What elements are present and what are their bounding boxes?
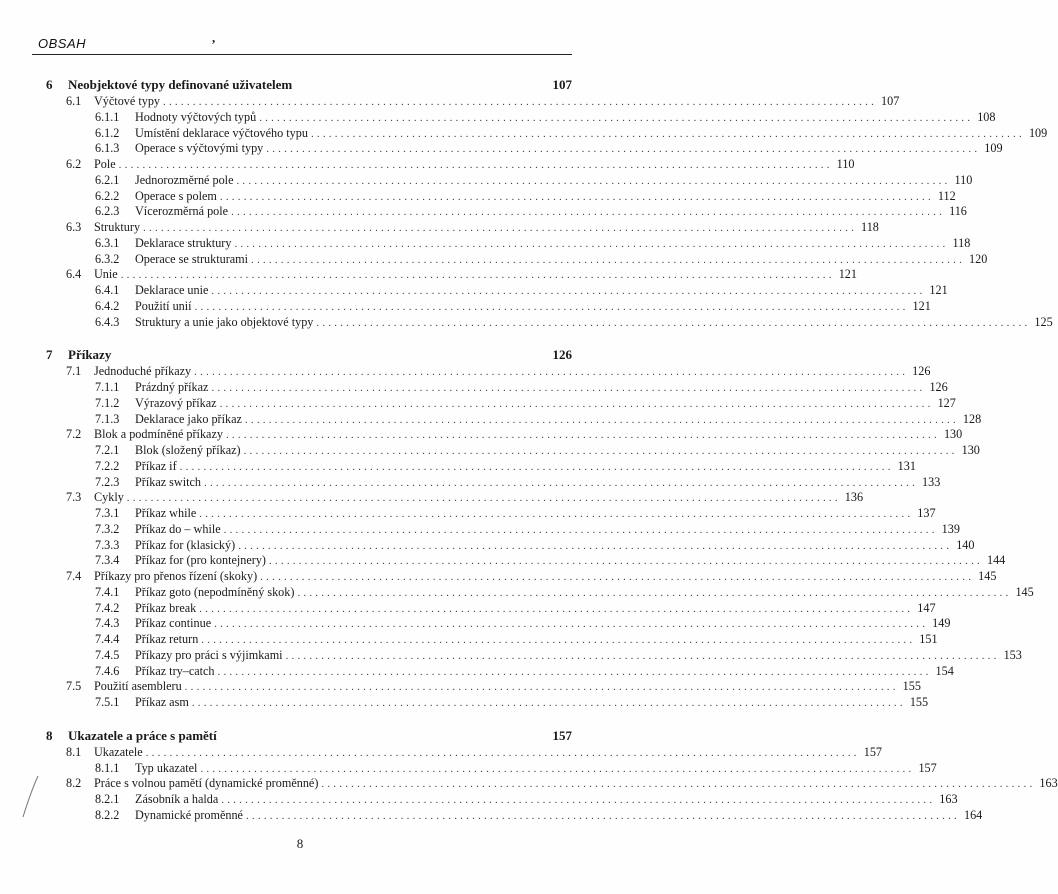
toc-entry-number: 7.2 bbox=[66, 427, 82, 442]
toc-entry-number: 7.5.1 bbox=[95, 695, 120, 709]
toc-entry-8-2-2 bbox=[95, 807, 983, 823]
dot-leader: ........................................................................................................................ bbox=[194, 366, 909, 379]
toc-entry-title: Příkaz for (pro kontejnery) bbox=[135, 553, 266, 568]
toc-entry-page: 155 bbox=[909, 695, 929, 709]
dot-leader: ........................................................................................................................ bbox=[297, 586, 1012, 599]
dot-leader: ........................................................................................................................ bbox=[268, 555, 983, 568]
toc-entry-title: Dynamické proměnné bbox=[135, 807, 243, 822]
dot-leader: ........................................................................................................................ bbox=[200, 762, 915, 775]
dot-leader: ........................................................................................................................ bbox=[221, 794, 936, 806]
dot-leader: ........................................................................................................................ bbox=[204, 476, 919, 489]
toc-entry-7-5 bbox=[66, 679, 921, 694]
toc-entry-page: 121 bbox=[929, 283, 948, 297]
toc-entry-number: 7.3.2 bbox=[95, 521, 120, 536]
toc-entry-number: 7 bbox=[46, 347, 53, 363]
toc-entry-title: Deklarace unie bbox=[135, 283, 209, 297]
toc-entry-page: 121 bbox=[912, 298, 931, 313]
dot-leader: ........................................................................................................................ bbox=[260, 571, 975, 583]
toc-entry-7-4-2 bbox=[95, 600, 936, 616]
toc-entry-title: Příkazy bbox=[68, 347, 112, 363]
toc-entry-8 bbox=[46, 728, 572, 743]
toc-entry-title: Příkaz if bbox=[135, 458, 177, 473]
toc-entry-7-1-2 bbox=[95, 395, 956, 411]
toc-entry-number: 7.4.4 bbox=[95, 632, 120, 646]
toc-entry-title: Prázdný příkaz bbox=[135, 380, 209, 394]
toc-entry-6-4 bbox=[66, 267, 857, 282]
toc-entry-7-1-1 bbox=[95, 380, 948, 395]
dot-leader: ........................................................................................................................ bbox=[211, 382, 926, 394]
toc-entry-page: 154 bbox=[935, 663, 954, 678]
dot-leader: ........................................................................................................................ bbox=[245, 809, 960, 822]
toc-entry-8-2 bbox=[66, 776, 1058, 791]
toc-entry-7-4 bbox=[66, 569, 997, 584]
toc-entry-7-2 bbox=[66, 427, 963, 442]
toc-entry-number: 7.1.3 bbox=[95, 411, 120, 426]
dot-leader: ........................................................................................................................ bbox=[120, 269, 835, 282]
toc-entry-page: 140 bbox=[956, 537, 975, 552]
toc-entry-number: 6.3 bbox=[66, 220, 82, 234]
toc-entry-6-1-3 bbox=[95, 141, 1003, 156]
toc-entry-title: Unie bbox=[94, 267, 118, 282]
toc-entry-page: 131 bbox=[897, 458, 916, 473]
toc-entry-number: 7.5 bbox=[66, 679, 82, 694]
toc-entry-title: Příkaz asm bbox=[135, 695, 189, 709]
toc-entry-7-1 bbox=[66, 364, 931, 379]
toc-entry-page: 127 bbox=[937, 395, 956, 410]
toc-entry-number: 7.4.1 bbox=[95, 584, 120, 599]
toc-entry-8-1 bbox=[66, 744, 882, 760]
toc-entry-number: 6.1.2 bbox=[95, 125, 120, 140]
dot-leader: ........................................................................................................................ bbox=[179, 460, 894, 473]
dot-leader: ........................................................................................................................ bbox=[266, 143, 981, 156]
toc-entry-number: 6.2.3 bbox=[95, 204, 120, 219]
toc-entry-title: Příkaz goto (nepodmíněný skok) bbox=[135, 584, 295, 599]
dot-leader: ........................................................................................................................ bbox=[126, 492, 841, 505]
toc-entry-title: Příkaz while bbox=[135, 506, 197, 520]
toc-entry-6-4-2 bbox=[95, 298, 931, 314]
toc-entry-title: Operace se strukturami bbox=[135, 251, 249, 266]
toc-entry-title: Příkaz try–catch bbox=[135, 663, 215, 678]
running-head: OBSAH bbox=[38, 36, 87, 51]
toc-entry-number: 6.4.3 bbox=[95, 314, 120, 329]
toc-entry-7-5-1 bbox=[95, 695, 929, 710]
toc-entry-page: 133 bbox=[922, 474, 941, 489]
toc-entry-number: 7.4.2 bbox=[95, 600, 120, 615]
toc-entry-6-4-1 bbox=[95, 283, 948, 298]
toc-entry-6-2 bbox=[66, 157, 855, 172]
toc-entry-page: 126 bbox=[929, 380, 948, 394]
toc-entry-page: 112 bbox=[937, 188, 956, 203]
toc-entry-7-4-6 bbox=[95, 663, 954, 679]
dot-leader: ........................................................................................................................ bbox=[243, 445, 958, 457]
toc-entry-page: 109 bbox=[1028, 125, 1048, 140]
toc-entry-title: Deklarace struktury bbox=[135, 235, 232, 250]
toc-entry-title: Práce s volnou pamětí (dynamické proměnné) bbox=[94, 776, 319, 791]
toc-entry-number: 7.4 bbox=[66, 569, 82, 583]
toc-entry-7-4-3 bbox=[95, 616, 951, 631]
toc-entry-title: Struktury bbox=[94, 220, 141, 234]
dot-leader: ........................................................................................................................ bbox=[194, 300, 909, 313]
toc-entry-6 bbox=[46, 77, 572, 92]
dot-leader: ........................................................................................................................ bbox=[201, 634, 916, 646]
toc-entry-7-4-5 bbox=[95, 647, 1022, 663]
toc-entry-number: 6.1 bbox=[66, 94, 82, 108]
toc-entry-page: 118 bbox=[861, 220, 879, 234]
toc-entry-6-1-2 bbox=[95, 125, 1048, 141]
toc-entry-7-4-1 bbox=[95, 584, 1034, 600]
toc-entry-page: 164 bbox=[963, 807, 983, 822]
dot-leader: ........................................................................................................................ bbox=[231, 206, 946, 219]
dot-leader: ........................................................................................................................ bbox=[219, 190, 934, 203]
toc-entry-title: Použití asembleru bbox=[94, 679, 182, 694]
toc-entry-page: 163 bbox=[939, 792, 958, 806]
toc-entry-page: 136 bbox=[844, 490, 864, 505]
toc-entry-page: 137 bbox=[917, 506, 936, 520]
toc-entry-number: 6.1.1 bbox=[95, 109, 120, 124]
toc-entry-6-1-1 bbox=[95, 109, 996, 125]
toc-entry-title: Použití unií bbox=[135, 298, 192, 313]
toc-entry-page: 125 bbox=[1034, 314, 1053, 329]
toc-entry-page: 145 bbox=[1015, 584, 1034, 599]
dot-leader: ........................................................................................................................ bbox=[285, 649, 1000, 662]
toc-entry-6-2-3 bbox=[95, 204, 967, 219]
toc-entry-number: 6.4 bbox=[66, 267, 82, 282]
toc-entry-number: 7.1.1 bbox=[95, 380, 120, 394]
toc-entry-title: Hodnoty výčtových typů bbox=[135, 109, 257, 124]
toc-entry-8-2-1 bbox=[95, 792, 958, 807]
dot-leader: ........................................................................................................................ bbox=[244, 413, 959, 426]
toc-entry-number: 8.2.1 bbox=[95, 792, 120, 806]
toc-entry-title: Příkaz break bbox=[135, 600, 197, 615]
toc-entry-title: Jednorozměrné pole bbox=[135, 172, 234, 187]
toc-entry-title: Příkaz do – while bbox=[135, 521, 221, 536]
toc-entry-6-2-2 bbox=[95, 188, 956, 204]
toc-entry-page: 116 bbox=[949, 204, 967, 219]
toc-entry-7-2-1 bbox=[95, 443, 980, 458]
toc-entry-page: 130 bbox=[961, 443, 980, 457]
dot-leader: ........................................................................................................................ bbox=[316, 316, 1031, 329]
toc-entry-number: 7.3.1 bbox=[95, 506, 120, 520]
toc-entry-page: 149 bbox=[932, 616, 951, 631]
toc-entry-title: Blok a podmíněné příkazy bbox=[94, 427, 223, 442]
dot-leader: ........................................................................................................................ bbox=[211, 285, 926, 297]
toc-entry-number: 6.2.2 bbox=[95, 188, 120, 203]
dot-leader: ........................................................................................................................ bbox=[223, 523, 938, 536]
toc-entry-7-3-2 bbox=[95, 521, 960, 537]
toc-entry-7-4-4 bbox=[95, 632, 938, 647]
dot-leader: ........................................................................................................................ bbox=[321, 778, 1036, 791]
toc-entry-title: Výrazový příkaz bbox=[135, 395, 217, 410]
toc-entry-number: 8.2.2 bbox=[95, 807, 120, 822]
page-number: 8 bbox=[296, 836, 304, 851]
dot-leader: ........................................................................................................................ bbox=[219, 397, 934, 410]
toc-entry-number: 7.2.2 bbox=[95, 458, 120, 473]
toc-entry-6-1 bbox=[66, 94, 900, 109]
toc-entry-page: 109 bbox=[984, 141, 1003, 156]
toc-entry-number: 8.2 bbox=[66, 776, 82, 791]
toc-entry-number: 8 bbox=[46, 727, 53, 743]
toc-entry-title: Neobjektové typy definované uživatelem bbox=[68, 77, 293, 92]
toc-entry-page: 130 bbox=[943, 427, 963, 442]
toc-entry-title: Blok (složený příkaz) bbox=[135, 443, 241, 457]
toc-entry-page: 157 bbox=[863, 744, 882, 759]
dot-leader: ........................................................................................................................ bbox=[145, 746, 860, 759]
toc-entry-title: Ukazatele bbox=[94, 744, 143, 759]
toc-entry-page: 157 bbox=[552, 727, 572, 743]
toc-entry-number: 7.1 bbox=[66, 364, 82, 379]
toc-entry-number: 7.3 bbox=[66, 490, 82, 505]
toc-entry-number: 6.2.1 bbox=[95, 172, 120, 187]
toc-entry-title: Ukazatele a práce s pamětí bbox=[68, 727, 217, 743]
toc-entry-page: 163 bbox=[1039, 776, 1058, 791]
toc-entry-number: 6.3.1 bbox=[95, 235, 120, 250]
toc-entry-number: 6 bbox=[46, 77, 53, 92]
dot-leader: ........................................................................................................................ bbox=[184, 681, 899, 694]
toc-entry-7-1-3 bbox=[95, 411, 982, 427]
toc-entry-number: 8.1.1 bbox=[95, 760, 120, 775]
toc-entry-7-2-2 bbox=[95, 458, 916, 474]
toc-entry-title: Příkaz switch bbox=[135, 474, 202, 489]
toc-entry-title: Umístění deklarace výčtového typu bbox=[135, 125, 308, 140]
dot-leader: ........................................................................................................................ bbox=[199, 508, 914, 520]
toc-entry-6-3-2 bbox=[95, 251, 988, 267]
toc-entry-number: 7.4.3 bbox=[95, 616, 120, 631]
toc-entry-number: 6.3.2 bbox=[95, 251, 120, 266]
toc-entry-7 bbox=[46, 347, 572, 362]
toc-entry-page: 120 bbox=[969, 251, 988, 266]
toc-entry-page: 151 bbox=[919, 632, 938, 646]
toc-entry-title: Pole bbox=[94, 157, 116, 171]
toc-entry-title: Operace s polem bbox=[135, 188, 217, 203]
toc-entry-page: 110 bbox=[836, 157, 855, 171]
dot-leader: ........................................................................................................................ bbox=[199, 602, 914, 615]
toc-entry-8-1-1 bbox=[95, 760, 937, 776]
toc-entry-7-3-4 bbox=[95, 553, 1006, 568]
toc-entry-title: Struktury a unie jako objektové typy bbox=[135, 314, 314, 329]
toc-entry-title: Příkazy pro práci s výjimkami bbox=[135, 647, 283, 662]
dot-leader: ........................................................................................................................ bbox=[143, 222, 858, 234]
dot-leader: ........................................................................................................................ bbox=[238, 539, 953, 552]
toc-entry-page: 118 bbox=[952, 235, 971, 250]
toc-entry-7-3 bbox=[66, 490, 864, 505]
toc-entry-title: Typ ukazatel bbox=[135, 760, 198, 775]
dot-leader: ........................................................................................................................ bbox=[217, 665, 932, 678]
toc-entry-7-2-3 bbox=[95, 474, 941, 490]
dot-leader: ........................................................................................................................ bbox=[310, 127, 1025, 140]
toc-entry-6-4-3 bbox=[95, 314, 1053, 330]
toc-entry-page: 126 bbox=[912, 364, 931, 379]
toc-entry-page: 144 bbox=[986, 553, 1006, 568]
toc-entry-7-3-1 bbox=[95, 506, 936, 521]
toc-entry-number: 6.4.2 bbox=[95, 298, 120, 313]
toc-entry-page: 128 bbox=[962, 411, 982, 426]
toc-entry-number: 8.1 bbox=[66, 744, 82, 759]
toc-entry-page: 155 bbox=[902, 679, 921, 694]
toc-entry-page: 107 bbox=[552, 77, 572, 92]
dot-leader: ........................................................................................................................ bbox=[234, 237, 949, 250]
toc-entry-title: Příkaz return bbox=[135, 632, 199, 646]
toc-entry-title: Výčtové typy bbox=[94, 94, 161, 108]
toc-entry-title: Cykly bbox=[94, 490, 124, 505]
stray-mark: , bbox=[212, 30, 216, 45]
toc-entry-number: 7.2.3 bbox=[95, 474, 120, 489]
header-rule bbox=[32, 54, 572, 55]
toc-entry-number: 6.4.1 bbox=[95, 283, 120, 297]
toc-entry-title: Příkaz for (klasický) bbox=[135, 537, 236, 552]
margin-pen-stroke bbox=[20, 775, 40, 819]
toc-entry-title: Vícerozměrná pole bbox=[135, 204, 229, 219]
toc-entry-page: 110 bbox=[954, 172, 973, 187]
toc-entry-number: 7.3.3 bbox=[95, 537, 120, 552]
toc-entry-page: 147 bbox=[917, 600, 936, 615]
toc-entry-page: 139 bbox=[941, 521, 960, 536]
toc-entry-page: 126 bbox=[552, 347, 572, 363]
toc-entry-number: 7.4.5 bbox=[95, 647, 120, 662]
toc-entry-title: Zásobník a halda bbox=[135, 792, 219, 806]
toc-entry-page: 108 bbox=[977, 109, 996, 124]
dot-leader: ........................................................................................................................ bbox=[251, 253, 966, 266]
toc-entry-title: Jednoduché příkazy bbox=[94, 364, 192, 379]
dot-leader: ........................................................................................................................ bbox=[259, 111, 974, 124]
toc-entry-title: Operace s výčtovými typy bbox=[135, 141, 264, 156]
toc-entry-number: 7.2.1 bbox=[95, 443, 120, 457]
toc-entry-title: Deklarace jako příkaz bbox=[135, 411, 242, 426]
toc-entry-6-3 bbox=[66, 220, 879, 235]
toc-entry-page: 145 bbox=[978, 569, 997, 583]
dot-leader: ........................................................................................................................ bbox=[225, 429, 940, 442]
toc-entry-number: 7.4.6 bbox=[95, 663, 120, 678]
toc-entry-7-3-3 bbox=[95, 537, 975, 553]
dot-leader: ........................................................................................................................ bbox=[118, 159, 833, 171]
dot-leader: ........................................................................................................................ bbox=[236, 174, 951, 187]
toc-entry-page: 157 bbox=[918, 760, 937, 775]
toc-entry-number: 6.1.3 bbox=[95, 141, 120, 156]
dot-leader: ........................................................................................................................ bbox=[163, 96, 878, 108]
toc-entry-page: 153 bbox=[1003, 647, 1022, 662]
dot-leader: ........................................................................................................................ bbox=[214, 618, 929, 631]
toc-entry-page: 107 bbox=[881, 94, 900, 108]
dot-leader: ........................................................................................................................ bbox=[191, 697, 906, 709]
toc-entry-6-3-1 bbox=[95, 235, 971, 251]
toc-entry-number: 7.1.2 bbox=[95, 395, 120, 410]
toc-entry-number: 6.2 bbox=[66, 157, 82, 171]
toc-entry-title: Příkazy pro přenos řízení (skoky) bbox=[94, 569, 258, 583]
toc-entry-title: Příkaz continue bbox=[135, 616, 212, 631]
toc-entry-number: 7.3.4 bbox=[95, 553, 120, 568]
toc-entry-6-2-1 bbox=[95, 172, 973, 188]
toc-entry-page: 121 bbox=[838, 267, 857, 282]
